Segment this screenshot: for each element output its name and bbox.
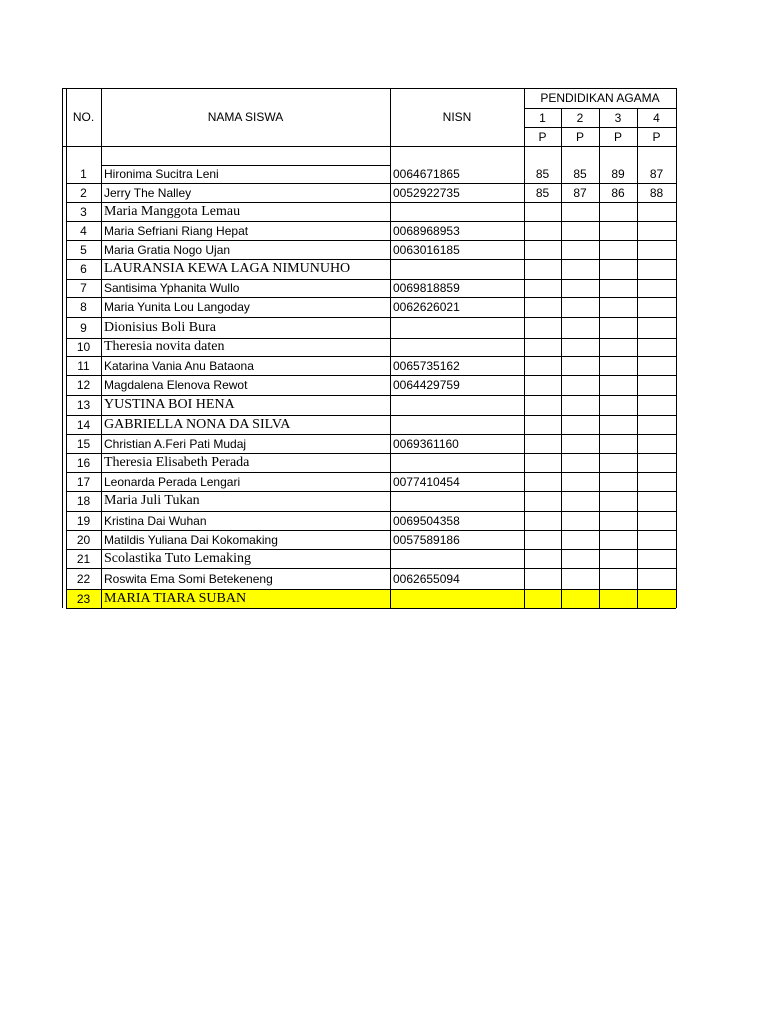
row-nisn[interactable] [390,259,524,279]
row-score-4[interactable] [637,530,676,549]
row-score-3[interactable] [599,279,637,297]
row-nisn[interactable]: 0052922735 [393,186,460,200]
row-score-1[interactable] [524,434,561,453]
row-no[interactable]: 18 [76,494,91,508]
row-score-2[interactable] [561,259,599,279]
row-nisn[interactable] [390,491,524,511]
row-score-1[interactable]: 85 [535,186,550,200]
row-score-1[interactable] [524,297,561,317]
row-name[interactable]: Christian A.Feri Pati Mudaj [104,437,247,451]
row-nisn[interactable] [390,453,524,472]
row-nisn[interactable]: 0069818859 [393,281,460,295]
row-score-3[interactable] [599,530,637,549]
row-nisn[interactable] [390,317,524,338]
row-score-1[interactable] [524,453,561,472]
row-name[interactable]: Maria Juli Tukan [104,493,200,508]
row-score-3[interactable] [599,317,637,338]
row-nisn[interactable] [390,589,524,608]
row-name[interactable]: LAURANSIA KEWA LAGA NIMUNUHO [104,261,351,276]
row-score-4[interactable] [637,395,676,415]
row-score-1[interactable] [524,221,561,240]
row-score-3[interactable] [599,338,637,356]
row-nisn[interactable]: 0062655094 [393,572,460,586]
row-score-4[interactable] [637,568,676,589]
row-score-3[interactable] [599,221,637,240]
row-name[interactable]: Theresia novita daten [104,339,225,354]
row-score-4[interactable] [637,453,676,472]
row-name[interactable]: Katarina Vania Anu Bataona [104,359,254,373]
row-name[interactable]: Kristina Dai Wuhan [104,514,207,528]
row-nisn[interactable] [390,338,524,356]
row-score-4[interactable] [637,375,676,395]
row-score-1[interactable] [524,472,561,491]
row-no[interactable]: 14 [76,418,91,432]
row-score-1[interactable] [524,356,561,375]
row-no[interactable]: 2 [80,186,87,200]
row-score-3[interactable] [599,297,637,317]
row-score-4[interactable] [637,491,676,511]
row-score-4[interactable] [637,317,676,338]
row-score-3[interactable] [599,549,637,568]
row-name[interactable]: MARIA TIARA SUBAN [104,591,247,606]
row-nisn[interactable]: 0077410454 [393,475,460,489]
row-score-3[interactable] [599,356,637,375]
row-score-3[interactable] [599,375,637,395]
row-name[interactable]: Maria Gratia Nogo Ujan [104,243,231,257]
row-score-4[interactable] [637,221,676,240]
row-score-3[interactable] [599,259,637,279]
row-score-4[interactable] [637,240,676,259]
row-score-1[interactable] [524,317,561,338]
row-no[interactable]: 3 [80,205,87,219]
row-no[interactable]: 4 [80,224,87,238]
row-name[interactable]: Santisima Yphanita Wullo [104,281,240,295]
row-no[interactable]: 6 [80,262,87,276]
row-no[interactable]: 16 [76,456,91,470]
row-name[interactable]: Maria Sefriani Riang Hepat [104,224,249,238]
row-nisn[interactable]: 0069504358 [393,514,460,528]
row-no[interactable]: 23 [76,592,91,606]
header-no[interactable]: NO. [72,110,95,124]
header-marker-3[interactable]: P [613,130,622,144]
row-nisn[interactable] [390,549,524,568]
row-score-1[interactable] [524,279,561,297]
row-score-2[interactable] [561,202,599,221]
row-score-4[interactable] [637,297,676,317]
row-name[interactable]: Maria Yunita Lou Langoday [104,300,250,314]
row-name[interactable]: Dionisius Boli Bura [104,320,217,335]
row-score-2[interactable] [561,317,599,338]
row-score-2[interactable] [561,415,599,434]
row-nisn[interactable]: 0064671865 [393,167,460,181]
row-no[interactable]: 15 [76,437,91,451]
row-score-2[interactable]: 87 [573,186,587,200]
row-nisn[interactable] [390,202,524,221]
header-bottom-border [62,146,676,147]
row-score-2[interactable] [561,549,599,568]
row-score-4[interactable] [637,202,676,221]
row-no[interactable]: 22 [76,572,91,586]
row-score-4[interactable] [637,415,676,434]
row-name[interactable]: Jerry The Nalley [104,186,192,200]
row-score-3[interactable] [599,491,637,511]
row-score-1[interactable] [524,549,561,568]
row-score-1[interactable] [524,568,561,589]
row-score-1[interactable] [524,202,561,221]
row-score-2[interactable]: 85 [573,167,587,181]
row-no[interactable]: 20 [76,533,91,547]
row-score-2[interactable] [561,491,599,511]
row-score-4[interactable] [637,589,676,608]
row-score-1[interactable] [524,240,561,259]
row-score-2[interactable] [561,297,599,317]
row-no[interactable]: 11 [77,359,90,373]
row-score-3[interactable] [599,434,637,453]
row-score-2[interactable] [561,395,599,415]
row-no[interactable]: 9 [80,321,87,335]
row-score-2[interactable] [561,221,599,240]
header-sub-1[interactable]: 1 [539,111,546,125]
row-score-2[interactable] [561,375,599,395]
header-marker-1[interactable]: P [538,130,547,144]
row-score-2[interactable] [561,568,599,589]
row-no[interactable]: 17 [76,475,91,489]
row-score-3[interactable] [599,472,637,491]
row-score-3[interactable]: 89 [611,167,625,181]
row-score-2[interactable] [561,240,599,259]
row-score-2[interactable] [561,434,599,453]
row-no[interactable]: 8 [80,300,87,314]
row-no[interactable]: 7 [80,281,87,295]
row-score-3[interactable] [599,202,637,221]
row-nisn[interactable]: 0069361160 [393,437,459,451]
row-score-4[interactable] [637,279,676,297]
row-name[interactable]: Magdalena Elenova Rewot [104,378,248,392]
header-marker-4[interactable]: P [652,130,661,144]
row-name[interactable]: Leonarda Perada Lengari [104,475,241,489]
row-score-2[interactable] [561,453,599,472]
header-marker-2[interactable]: P [575,130,584,144]
row-score-4[interactable] [637,259,676,279]
row-score-3[interactable] [599,415,637,434]
left-outer-border [62,88,63,608]
row-nisn[interactable] [390,415,524,434]
row-score-3[interactable] [599,453,637,472]
row-score-4[interactable] [637,356,676,375]
row-nisn[interactable]: 0064429759 [393,378,460,392]
row-nisn[interactable] [390,395,524,415]
header-sub-4[interactable]: 4 [653,111,660,125]
row-no[interactable]: 19 [76,514,91,528]
row-score-1[interactable] [524,375,561,395]
row-name[interactable]: YUSTINA BOI HENA [104,397,235,412]
row-score-4[interactable] [637,472,676,491]
header-sub-2[interactable]: 2 [576,111,584,125]
row-score-2[interactable] [561,511,599,530]
row-no[interactable]: 5 [80,243,87,257]
row-name[interactable]: Roswita Ema Somi Betekeneng [104,572,273,586]
table-bottom-border [66,608,676,609]
row-name[interactable]: Maria Manggota Lemau [104,204,241,219]
row-name[interactable]: Hironima Sucitra Leni [104,167,219,181]
row-nisn[interactable]: 0062626021 [393,300,460,314]
row-score-3[interactable] [599,511,637,530]
row-score-1[interactable] [524,259,561,279]
row-score-3[interactable] [599,240,637,259]
header-nisn[interactable]: NISN [442,110,472,124]
row-score-3[interactable] [599,395,637,415]
row-score-1[interactable] [524,415,561,434]
row-nisn[interactable]: 0057589186 [393,533,460,547]
row-name[interactable]: Matildis Yuliana Dai Kokomaking [104,533,278,547]
row-score-1[interactable] [524,589,561,608]
row-score-2[interactable] [561,338,599,356]
row-name[interactable]: GABRIELLA NONA DA SILVA [104,417,291,432]
row-score-2[interactable] [561,530,599,549]
row-score-4[interactable] [637,434,676,453]
row-score-1[interactable] [524,530,561,549]
row-score-3[interactable]: 86 [611,186,625,200]
row-score-4[interactable]: 87 [649,167,664,181]
row-score-4[interactable] [637,549,676,568]
row-score-2[interactable] [561,356,599,375]
row-score-4[interactable]: 88 [649,186,664,200]
row-nisn[interactable]: 0068968953 [393,224,460,238]
row-score-2[interactable] [561,589,599,608]
row-no[interactable]: 12 [76,378,91,392]
row-score-2[interactable] [561,279,599,297]
row-score-3[interactable] [599,568,637,589]
row-score-1[interactable] [524,338,561,356]
row-score-1[interactable] [524,395,561,415]
header-pendidikan-agama[interactable]: PENDIDIKAN AGAMA [540,91,660,105]
right-border [676,88,677,608]
row-nisn[interactable]: 0065735162 [393,359,460,373]
header-name[interactable]: NAMA SISWA [207,110,284,124]
row-score-3[interactable] [599,589,637,608]
row-score-1[interactable]: 85 [535,167,550,181]
row-name[interactable]: Theresia Elisabeth Perada [104,455,250,470]
row-score-4[interactable] [637,511,676,530]
row-no[interactable]: 1 [80,167,87,181]
row-no[interactable]: 13 [76,398,91,412]
row-nisn[interactable]: 0063016185 [393,243,460,257]
row-no[interactable]: 10 [76,340,91,354]
row-name[interactable]: Scolastika Tuto Lemaking [104,551,251,566]
row-score-1[interactable] [524,491,561,511]
row-score-2[interactable] [561,472,599,491]
row-score-1[interactable] [524,511,561,530]
row-no[interactable]: 21 [76,552,91,566]
row-score-4[interactable] [637,338,676,356]
header-sub-3[interactable]: 3 [614,111,622,125]
